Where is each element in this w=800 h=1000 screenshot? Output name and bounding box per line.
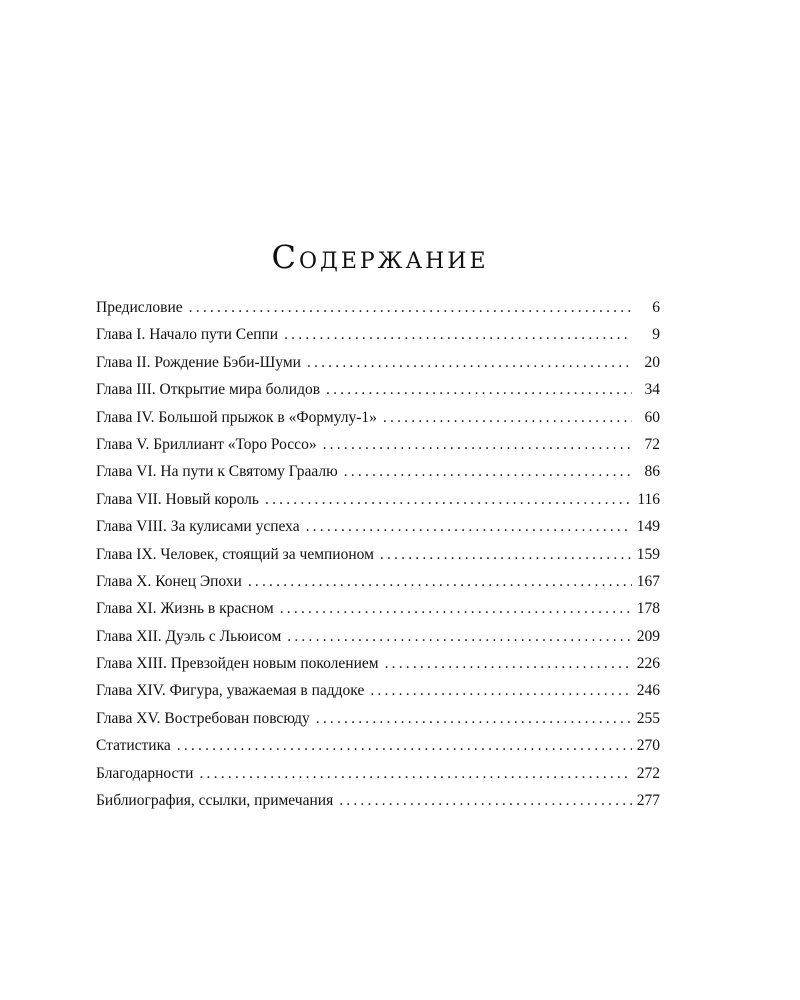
toc-entry[interactable]: [96, 568, 660, 595]
toc-entry-title: Библиография, ссылки, примечания: [96, 792, 334, 810]
dot-leader: [287, 623, 632, 650]
dot-leader: [248, 568, 632, 595]
toc-entry[interactable]: [96, 677, 660, 704]
toc-entry-title: Статистика: [96, 737, 171, 755]
toc-entry-title: Глава I. Начало пути Сеппи: [96, 326, 279, 344]
toc-entry-title: Глава VII. Новый король: [96, 490, 259, 508]
dot-leader: [385, 650, 632, 677]
toc-entry-title: Глава VIII. За кулисами успеха: [96, 518, 300, 536]
toc-entry-page-number: 116: [637, 490, 660, 508]
toc-entry[interactable]: [96, 650, 660, 677]
toc-entry[interactable]: [96, 376, 660, 403]
toc-entry-title: Глава XIV. Фигура, уважаемая в паддоке: [96, 682, 365, 700]
toc-entry-page-number: 167: [636, 572, 660, 590]
toc-entry-title: Предисловие: [96, 299, 183, 316]
toc-entry-page-number: 159: [636, 545, 660, 563]
toc-entry-page-number: 272: [636, 764, 660, 782]
toc-entry-page-number: 209: [636, 627, 660, 645]
toc-entry[interactable]: [96, 623, 660, 650]
toc-entry-title: Глава II. Рождение Бэби-Шуми: [96, 353, 301, 371]
dot-leader: [307, 349, 632, 376]
dot-leader: [306, 513, 632, 540]
page-title: Содержание: [271, 238, 489, 276]
toc-entry[interactable]: [96, 760, 660, 787]
toc-entry-title: Глава V. Бриллиант «Торо Россо»: [96, 435, 317, 453]
dot-leader: [344, 458, 632, 485]
toc-entry-title: Глава IV. Большой прыжок в «Формулу-1»: [96, 408, 377, 426]
toc-entry[interactable]: [96, 732, 660, 759]
toc-entry-title: Глава IX. Человек, стоящий за чемпионом: [96, 545, 374, 563]
dot-leader: [383, 404, 632, 431]
dot-leader: [265, 486, 632, 513]
dot-leader: [339, 787, 632, 814]
toc-entry-page-number: 20: [644, 353, 660, 371]
toc-entry[interactable]: [96, 513, 660, 540]
toc-entry[interactable]: [96, 595, 660, 622]
dot-leader: [189, 294, 632, 321]
toc-entry-title: Глава XIII. Превзойден новым поколением: [96, 655, 379, 673]
toc-entry-title: Глава XII. Дуэль с Льюисом: [96, 627, 282, 645]
dot-leader: [323, 431, 632, 458]
toc-entry-title: Глава VI. На пути к Святому Граалю: [96, 463, 338, 481]
toc-entry-page-number: 34: [644, 381, 660, 399]
dot-leader: [199, 760, 632, 787]
dot-leader: [316, 705, 632, 732]
toc-entry-page-number: 246: [636, 682, 660, 700]
toc-entry[interactable]: [96, 431, 660, 458]
toc-entry-page-number: 6: [652, 299, 660, 316]
toc-entry-title: Глава X. Конец Эпохи: [96, 572, 242, 590]
toc-entry-title: Глава XI. Жизнь в красном: [96, 600, 274, 618]
dot-leader: [284, 321, 632, 348]
toc-entry-page-number: 277: [636, 792, 660, 810]
toc-entry[interactable]: [96, 404, 660, 431]
toc-entry[interactable]: [96, 294, 660, 321]
toc-entry[interactable]: [96, 541, 660, 568]
toc-entry-page-number: 178: [636, 600, 660, 618]
toc-entry-page-number: 226: [636, 655, 660, 673]
toc-entry[interactable]: [96, 321, 660, 348]
toc-entry-page-number: 60: [644, 408, 660, 426]
toc-entry-page-number: 255: [636, 709, 660, 727]
toc-entry[interactable]: [96, 349, 660, 376]
dot-leader: [326, 376, 632, 403]
toc-entry[interactable]: [96, 458, 660, 485]
table-of-contents: [96, 294, 660, 814]
toc-entry-page-number: 149: [636, 518, 660, 536]
dot-leader: [177, 732, 632, 759]
toc-entry[interactable]: [96, 705, 660, 732]
toc-entry-page-number: 86: [644, 463, 660, 481]
dot-leader: [370, 677, 632, 704]
toc-entry-title: Глава III. Открытие мира болидов: [96, 381, 321, 399]
toc-entry[interactable]: [96, 787, 660, 814]
toc-entry-page-number: 9: [652, 326, 660, 344]
toc-entry-title: Благодарности: [96, 764, 194, 782]
dot-leader: [380, 541, 632, 568]
toc-entry[interactable]: [96, 486, 660, 513]
toc-entry-title: Глава XV. Востребован повсюду: [96, 709, 310, 727]
toc-entry-page-number: 270: [636, 737, 660, 755]
toc-entry-page-number: 72: [644, 435, 660, 453]
dot-leader: [280, 595, 632, 622]
